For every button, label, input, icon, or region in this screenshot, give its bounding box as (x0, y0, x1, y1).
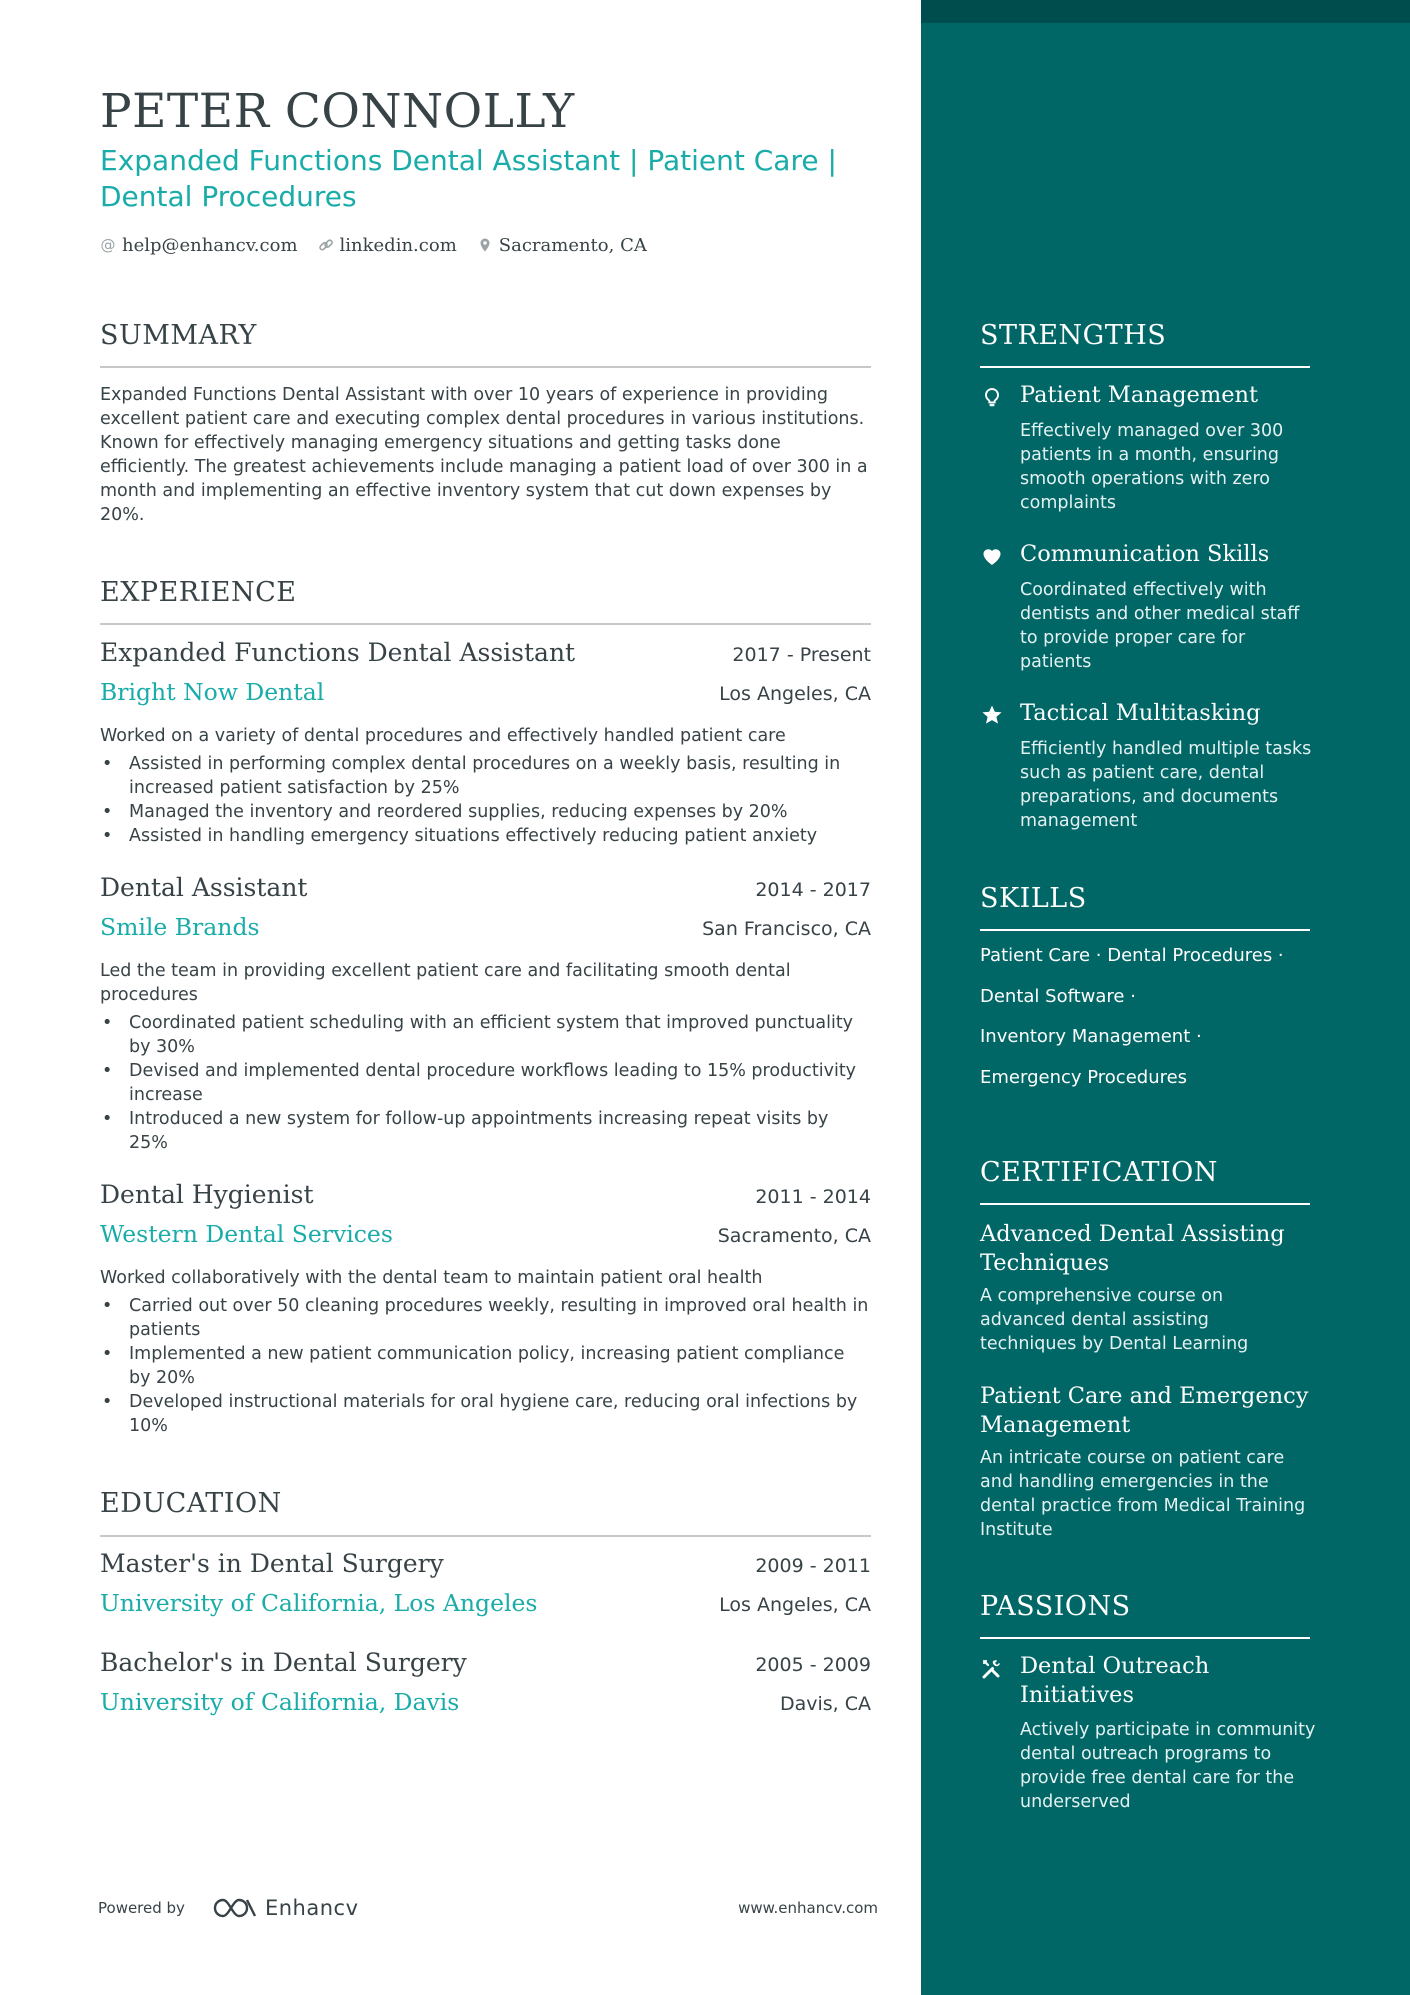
job-dates: 2014 - 2017 (755, 879, 871, 901)
candidate-name: PETER CONNOLLY (100, 84, 575, 139)
certification-text: A comprehensive course on advanced dental assisting techniques by Dental Learning (980, 1286, 1249, 1354)
job-company[interactable]: Western Dental Services (100, 1220, 393, 1248)
passion-text: Actively participate in community dental outreach programs to provide free dental care for the underserved (1020, 1720, 1316, 1812)
certification-name: Advanced Dental Assisting Techniques (980, 1221, 1285, 1276)
education-location: Los Angeles, CA (719, 1594, 871, 1616)
job-bullets (100, 752, 871, 848)
degree: Bachelor's in Dental Surgery (100, 1648, 467, 1677)
job-dates: 2011 - 2014 (755, 1186, 871, 1208)
skills-title: SKILLS (980, 883, 1087, 914)
contact-email[interactable] (100, 235, 298, 256)
school[interactable]: University of California, Los Angeles (100, 1589, 538, 1617)
link-icon (318, 237, 334, 253)
passions-title: PASSIONS (980, 1591, 1131, 1622)
skill-line: Inventory Management · (980, 1026, 1202, 1047)
strengths-divider (980, 366, 1310, 368)
job-location: San Francisco, CA (702, 918, 871, 940)
contact-bar (100, 231, 667, 259)
job-company-row (100, 678, 871, 706)
education-header (100, 1648, 871, 1677)
certification-name: Patient Care and Emergency Management (980, 1383, 1309, 1438)
experience-divider (100, 623, 871, 625)
lightbulb-icon (980, 386, 1004, 410)
job-description: Worked collaboratively with the dental team to maintain patient oral health (100, 1268, 763, 1288)
headline: Expanded Functions Dental Assistant | Patient Care | Dental Procedures (100, 144, 837, 213)
tools-icon (980, 1657, 1004, 1681)
skill-line: Emergency Procedures (980, 1066, 1188, 1088)
job-company[interactable]: Smile Brands (100, 913, 260, 941)
list-item: • Assisted in handling emergency situations effectively reducing patient anxiety (100, 824, 871, 848)
svg-text:@: @ (100, 237, 116, 253)
education-school-row (100, 1688, 871, 1716)
education-location: Davis, CA (779, 1693, 871, 1715)
list-item: • Carried out over 50 cleaning procedures weekly, resulting in improved oral health in patients (100, 1294, 871, 1342)
job-location: Sacramento, CA (717, 1225, 871, 1247)
star-icon (980, 703, 1004, 727)
summary-divider (100, 366, 871, 368)
heart-icon (980, 544, 1004, 568)
education-header (100, 1549, 871, 1578)
job-header (100, 1180, 871, 1209)
job-header (100, 873, 871, 902)
job-dates: 2017 - Present (732, 644, 871, 666)
job-bullets (100, 1294, 871, 1438)
brand-name: Enhancv (264, 1896, 359, 1920)
list-item: • Managed the inventory and reordered supplies, reducing expenses by 20% (100, 800, 871, 824)
email-text: help@enhancv.com (122, 234, 298, 256)
strength-title: Tactical Multitasking (1020, 700, 1261, 726)
job-header (100, 638, 871, 667)
location-pin-icon (477, 237, 493, 253)
education-school-row (100, 1589, 871, 1617)
education-dates: 2009 - 2011 (755, 1555, 871, 1577)
job-role: Expanded Functions Dental Assistant (100, 638, 576, 667)
strength-title: Communication Skills (1020, 541, 1270, 567)
list-item: • Devised and implemented dental procedure workflows leading to 15% productivity increase (100, 1059, 871, 1107)
certification-divider (980, 1203, 1310, 1205)
certification-text: An intricate course on patient care and handling emergencies in the dental practice from Medical Training Institute (980, 1448, 1306, 1540)
list-item: • Developed instructional materials for oral hygiene care, reducing oral infections by 10% (100, 1390, 871, 1438)
experience-title: EXPERIENCE (100, 577, 297, 608)
job-location: Los Angeles, CA (719, 683, 871, 705)
powered-by (98, 1896, 359, 1920)
job-description: Worked on a variety of dental procedures and effectively handled patient care (100, 726, 786, 746)
strength-title: Patient Management (1020, 382, 1259, 408)
passions-divider (980, 1637, 1310, 1639)
education-title: EDUCATION (100, 1488, 282, 1519)
strength-text: Effectively managed over 300 patients in a month, ensuring smooth operations with zero complaints (1020, 421, 1284, 513)
degree: Master's in Dental Surgery (100, 1549, 444, 1578)
location-text: Sacramento, CA (498, 234, 647, 256)
job-role: Dental Assistant (100, 873, 308, 902)
list-item: • Introduced a new system for follow-up appointments increasing repeat visits by 25% (100, 1107, 871, 1155)
job-role: Dental Hygienist (100, 1180, 314, 1209)
footer (98, 1893, 878, 1923)
education-dates: 2005 - 2009 (755, 1654, 871, 1676)
certification-title: CERTIFICATION (980, 1157, 1218, 1188)
job-company[interactable]: Bright Now Dental (100, 678, 325, 706)
enhancv-logo-icon (211, 1896, 259, 1920)
summary-text: Expanded Functions Dental Assistant with over 10 years of experience in providing excellent patient care and executing complex dental procedures in various institutions. Known for effectively managing emergency situations and getting tasks done efficiently. The greatest achievements include managing a patient load of over 300 in a month and implementing an effective inventory system that cut down expenses by 20%. (100, 385, 868, 525)
education-divider (100, 1535, 871, 1537)
list-item: • Assisted in performing complex dental procedures on a weekly basis, resulting in increased patient satisfaction by 25% (100, 752, 871, 800)
skill-line: Dental Software · (980, 985, 1136, 1007)
website-link[interactable]: www.enhancv.com (738, 1899, 878, 1917)
summary-title: SUMMARY (100, 320, 257, 351)
skill-line: Patient Care · Dental Procedures · (980, 945, 1284, 966)
skills-list (980, 944, 1310, 1106)
list-item: • Implemented a new patient communication policy, increasing patient compliance by 20% (100, 1342, 871, 1390)
job-bullets (100, 1011, 871, 1155)
job-description: Led the team in providing excellent patient care and facilitating smooth dental procedures (100, 961, 791, 1005)
strengths-title: STRENGTHS (980, 320, 1167, 351)
job-company-row (100, 913, 871, 941)
powered-by-text: Powered by (98, 1899, 185, 1917)
sidebar-top-bar (921, 0, 1410, 23)
at-icon (100, 237, 116, 253)
strength-text: Efficiently handled multiple tasks such as patient care, dental preparations, and documents management (1020, 739, 1312, 831)
contact-linkedin[interactable] (318, 235, 457, 256)
linkedin-text: linkedin.com (339, 234, 457, 256)
job-company-row (100, 1220, 871, 1248)
passion-title: Dental Outreach Initiatives (1020, 1653, 1210, 1708)
school[interactable]: University of California, Davis (100, 1688, 460, 1716)
skills-divider (980, 929, 1310, 931)
contact-location (477, 235, 647, 256)
brand-logo[interactable] (211, 1896, 359, 1920)
strength-text: Coordinated effectively with dentists and other medical staff to provide proper care for patients (1020, 580, 1300, 672)
list-item: • Coordinated patient scheduling with an efficient system that improved punctuality by 30% (100, 1011, 871, 1059)
